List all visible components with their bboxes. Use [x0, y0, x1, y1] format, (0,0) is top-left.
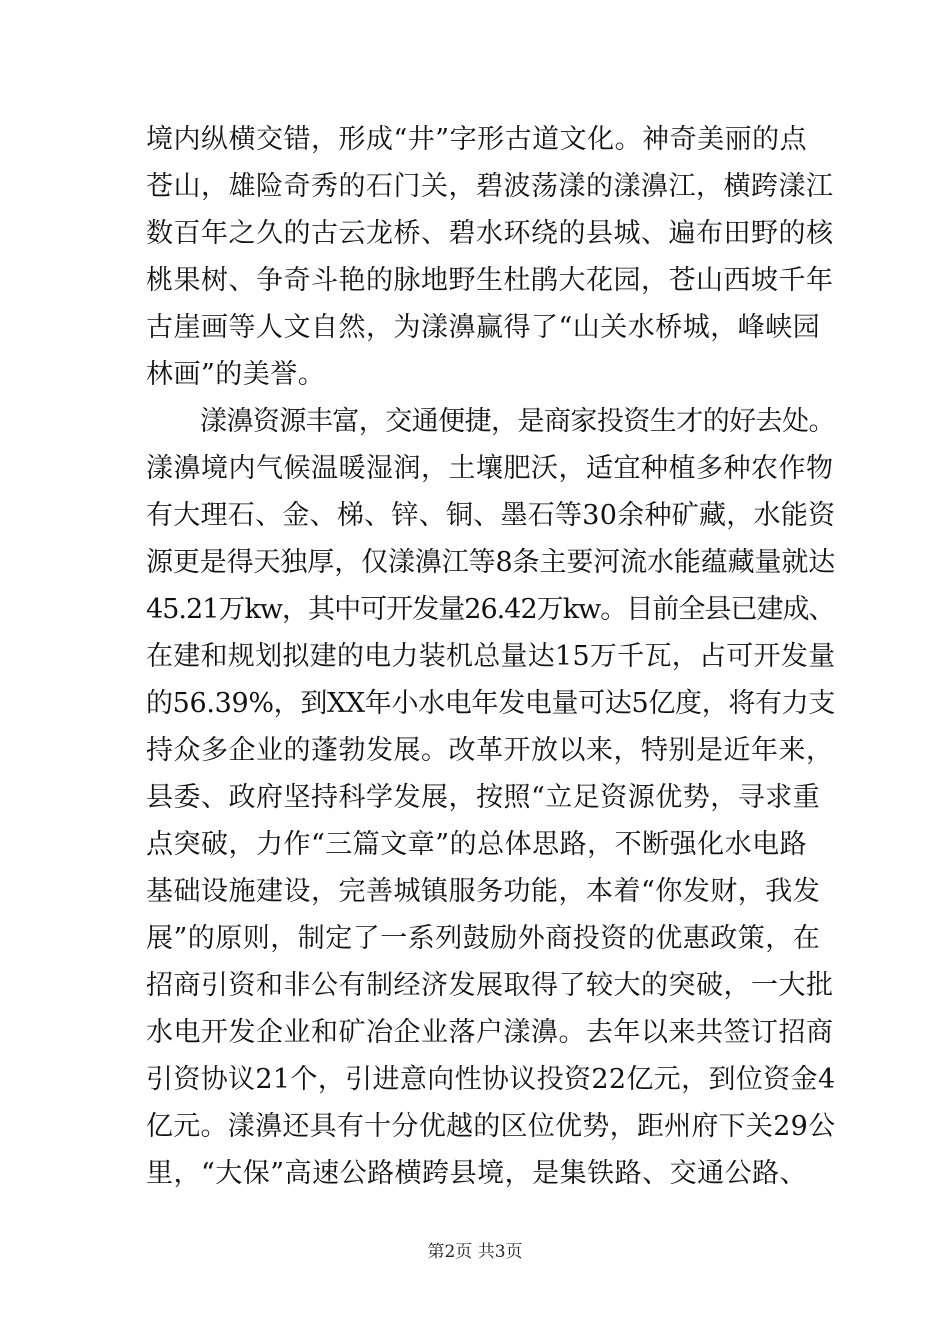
paragraph-first-line: 漾濞资源丰富，交通便捷，是商家投资生才的好去处。 — [200, 406, 835, 437]
text-line: 的56.39%，到XX年小水电年发电量可达5亿度，将有力支 — [146, 688, 836, 719]
text-line: 亿元。漾濞还具有十分优越的区位优势，距州府下关29公 — [146, 1111, 836, 1142]
text-line: 展”的原则，制定了一系列鼓励外商投资的优惠政策，在 — [146, 923, 821, 954]
text-line: 有大理石、金、梯、锌、铜、墨石等30余种矿藏，水能资 — [146, 500, 836, 531]
text-line: 桃果树、争奇斗艳的脉地野生杜鹃大花园，苍山西坡千年 — [146, 265, 834, 296]
text-line: 里，“大保”高速公路横跨县境，是集铁路、交通公路、 — [146, 1158, 808, 1189]
text-line: 县委、政府坚持科学发展，按照“立足资源优势，寻求重 — [146, 782, 821, 813]
text-line: 基础设施建设，完善城镇服务功能，本着“你发财，我发 — [146, 876, 821, 907]
text-line: 源更是得天独厚，仅漾濞江等8条主要河流水能蕴藏量就达 — [146, 547, 836, 578]
text-line: 持众多企业的蓬勃发展。改革开放以来，特别是近年来， — [146, 735, 834, 766]
text-line: 漾濞境内气候温暖湿润，土壤肥沃，适宜种植多种农作物 — [146, 453, 834, 484]
text-line: 水电开发企业和矿冶企业落户漾濞。去年以来共签订招商 — [146, 1017, 834, 1048]
text-line: 点突破，力作“三篇文章”的总体思路，不断强化水电路 — [146, 829, 808, 860]
text-line: 45.21万kw，其中可开发量26.42万kw。目前全县已建成、 — [146, 594, 835, 625]
text-line: 在建和规划拟建的电力装机总量达15万千瓦，占可开发量 — [146, 641, 836, 672]
text-line: 苍山，雄险奇秀的石门关，碧波荡漾的漾濞江，横跨漾江 — [146, 171, 834, 202]
text-line: 境内纵横交错，形成“井”字形古道文化。神奇美丽的点 — [146, 124, 808, 155]
text-line: 林画”的美誉。 — [146, 359, 326, 390]
page-number-footer: 第2页 共3页 — [427, 1242, 523, 1262]
text-line: 招商引资和非公有制经济发展取得了较大的突破，一大批 — [146, 970, 834, 1001]
text-line: 数百年之久的古云龙桥、碧水环绕的县城、遍布田野的核 — [146, 218, 834, 249]
text-line: 古崖画等人文自然，为漾濞赢得了“山关水桥城，峰峡园 — [146, 312, 821, 343]
text-line: 引资协议21个，引进意向性协议投资22亿元，到位资金4 — [146, 1064, 836, 1095]
